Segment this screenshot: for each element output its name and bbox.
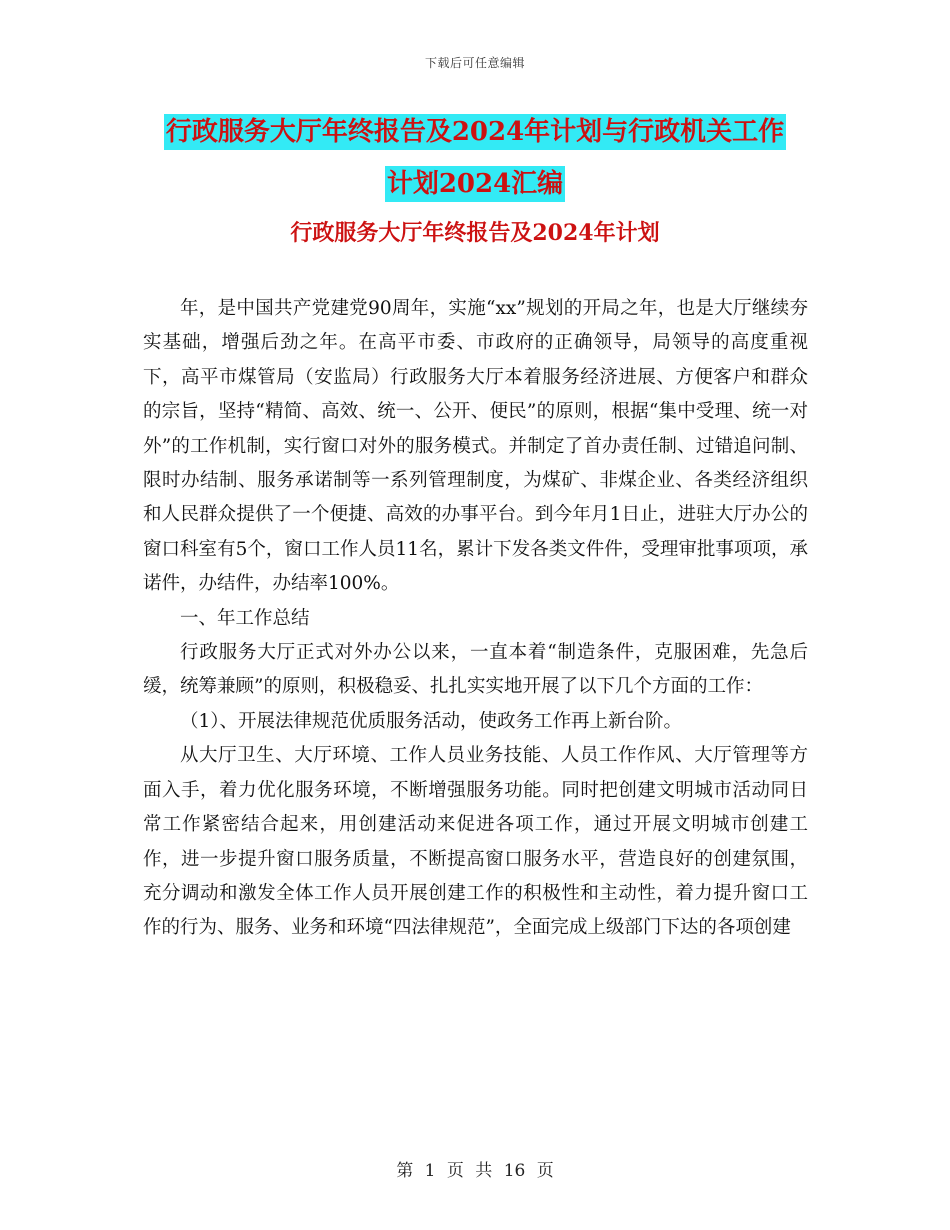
paragraph: 行政服务大厅正式对外办公以来，一直本着“制造条件，克服困难，先急后缓，统筹兼顾”的原则，积极稳妥、扎扎实实地开展了以下几个方面的工作： xyxy=(143,642,808,698)
page-header: 下载后可任意编辑 xyxy=(424,56,525,70)
page-footer: 第 1 页 共 16 页 xyxy=(396,1161,554,1181)
document-title xyxy=(130,106,820,210)
paragraph: （1）、开展法律规范优质服务活动，使政务工作再上新台阶。 xyxy=(180,710,683,732)
title-line-1: 行政服务大厅年终报告及2024年计划与行政机关工作 xyxy=(164,114,786,150)
paragraph: 从大厅卫生、大厅环境、工作人员业务技能、人员工作作风、大厅管理等方面入手，着力优化服务环境，不断增强服务功能。同时把创建文明城市活动同日常工作紧密结合起来，用创建活动来促进各项工作，通过开展文明城市创建工作，进一步提升窗口服务质量，不断提高窗口服务水平，营造良好的创建氛围，充分调动和激发全体工作人员开展创建工作的积极性和主动性，着力提升窗口工作的行为、服务、业务和环境“四法律规范”，全面完成上级部门下达的各项创建 xyxy=(143,745,808,939)
paragraph: 一、年工作总结 xyxy=(180,607,310,629)
body-text xyxy=(143,292,808,946)
paragraph: 年，是中国共产党建党90周年，实施“xx”规划的开局之年，也是大厅继续夯实基础，增强后劲之年。在高平市委、市政府的正确领导，局领导的高度重视下，高平市煤管局（安监局）行政服务大厅本着服务经济进展、方便客户和群众的宗旨，坚持“精简、高效、统一、公开、便民”的原则，根据“集中受理、统一对外”的工作机制，实行窗口对外的服务模式。并制定了首办责任制、过错追问制、限时办结制、服务承诺制等一系列管理制度，为煤矿、非煤企业、各类经济组织和人民群众提供了一个便捷、高效的办事平台。到今年月1日止，进驻大厅办公的窗口科室有5个，窗口工作人员11名，累计下发各类文件件，受理审批事项项，承诺件，办结件，办结率100%。 xyxy=(143,298,808,595)
title-line-2: 计划2024汇编 xyxy=(385,166,565,202)
section-title: 行政服务大厅年终报告及2024年计划 xyxy=(290,220,660,246)
